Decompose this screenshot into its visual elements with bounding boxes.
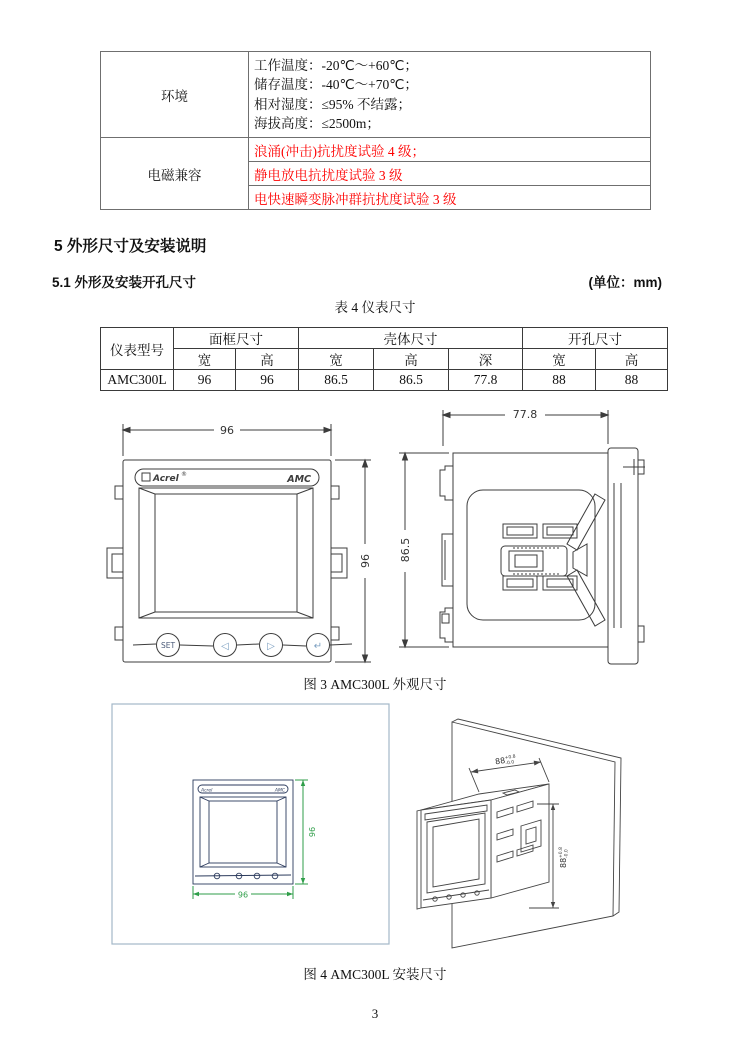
front-width-dimension <box>123 422 331 456</box>
svg-text:+0.8: +0.8 <box>504 754 516 761</box>
table-row <box>101 138 651 162</box>
svg-text:88: 88 <box>494 756 506 767</box>
enter-arrow-icon: ↵ <box>313 641 323 652</box>
value-cell: 86.5 <box>374 370 449 391</box>
value-cell: 96 <box>236 370 299 391</box>
left-arrow-icon: ◁ <box>221 641 229 652</box>
col-header: 高 <box>596 349 668 370</box>
model-cell: AMC300L <box>101 370 174 391</box>
svg-text:86.5: 86.5 <box>399 537 412 563</box>
col-header: 宽 <box>299 349 374 370</box>
value-cell: 96 <box>174 370 236 391</box>
emc-item: 浪涌(冲击)抗扰度试验 4 级； <box>249 138 651 162</box>
side-depth-dimension <box>443 407 608 446</box>
spec-table <box>100 51 651 210</box>
brand-logo: Acrel <box>153 474 179 484</box>
group-case-header: 壳体尺寸 <box>299 328 523 349</box>
env-row-values <box>249 52 651 138</box>
group-frame-header: 面框尺寸 <box>174 328 299 349</box>
value-cell: 88 <box>596 370 668 391</box>
col-header: 高 <box>374 349 449 370</box>
svg-text:88: 88 <box>559 857 568 868</box>
panel-cutout-view <box>112 704 389 944</box>
env-row-label: 环境 <box>101 52 249 138</box>
col-header: 宽 <box>174 349 236 370</box>
env-line: 工作温度：-20℃～+60℃； <box>254 57 418 73</box>
value-cell: 86.5 <box>299 370 374 391</box>
meter-side-view <box>397 407 645 664</box>
svg-text:+0.8: +0.8 <box>559 847 564 858</box>
col-model-header: 仪表型号 <box>101 328 174 370</box>
svg-text:77.8: 77.8 <box>512 408 538 421</box>
figure4-caption: 图 4 AMC300L 安装尺寸 <box>303 967 447 982</box>
registered-mark: ® <box>181 471 187 478</box>
table-row <box>101 52 651 138</box>
emc-row-label: 电磁兼容 <box>101 138 249 210</box>
col-header: 深 <box>449 349 523 370</box>
emc-item: 静电放电抗扰度试验 3 级 <box>249 162 651 186</box>
table4-caption: 表 4 仪表尺寸 <box>334 300 416 315</box>
page-number: 3 <box>371 1006 379 1021</box>
figure3-caption: 图 3 AMC300L 外观尺寸 <box>303 677 447 692</box>
front-height-dimension <box>335 460 372 662</box>
svg-text:-0.0: -0.0 <box>564 849 570 858</box>
col-header: 宽 <box>523 349 596 370</box>
brand-name: AMC <box>287 474 311 485</box>
figure3-drawing <box>105 398 670 678</box>
side-height-dimension <box>397 453 449 647</box>
brand-name-small: AMC <box>274 788 285 794</box>
unit-note: (单位：mm) <box>588 275 662 290</box>
iso-installation-view <box>417 719 621 948</box>
env-line: 相对湿度：≤95% 不结露； <box>254 96 412 112</box>
subsection-heading: 5.1 外形及安装开孔尺寸 <box>52 275 197 290</box>
section-heading: 5 外形尺寸及安装说明 <box>54 238 207 255</box>
dim-table <box>100 327 668 391</box>
table-row <box>101 349 668 370</box>
meter-front-view <box>107 422 372 662</box>
table-row <box>101 328 668 349</box>
value-cell: 88 <box>523 370 596 391</box>
svg-text:96: 96 <box>237 890 249 900</box>
svg-text:-0.0: -0.0 <box>505 760 515 767</box>
env-line: 储存温度：-40℃～+70℃； <box>254 77 418 92</box>
set-button-label: SET <box>160 641 176 650</box>
figure4-drawing <box>105 700 670 952</box>
brand-logo-small: Acrel <box>201 788 213 794</box>
col-header: 高 <box>236 349 299 370</box>
env-line: 海拔高度：≤2500m； <box>254 116 380 131</box>
emc-item: 电快速瞬变脉冲群抗扰度试验 3 级 <box>249 186 651 210</box>
svg-text:96: 96 <box>307 826 316 838</box>
svg-text:96: 96 <box>359 554 372 568</box>
svg-text:96: 96 <box>220 424 234 437</box>
right-arrow-icon: ▷ <box>267 641 275 652</box>
group-cutout-header: 开孔尺寸 <box>523 328 668 349</box>
value-cell: 77.8 <box>449 370 523 391</box>
table-row <box>101 370 668 391</box>
